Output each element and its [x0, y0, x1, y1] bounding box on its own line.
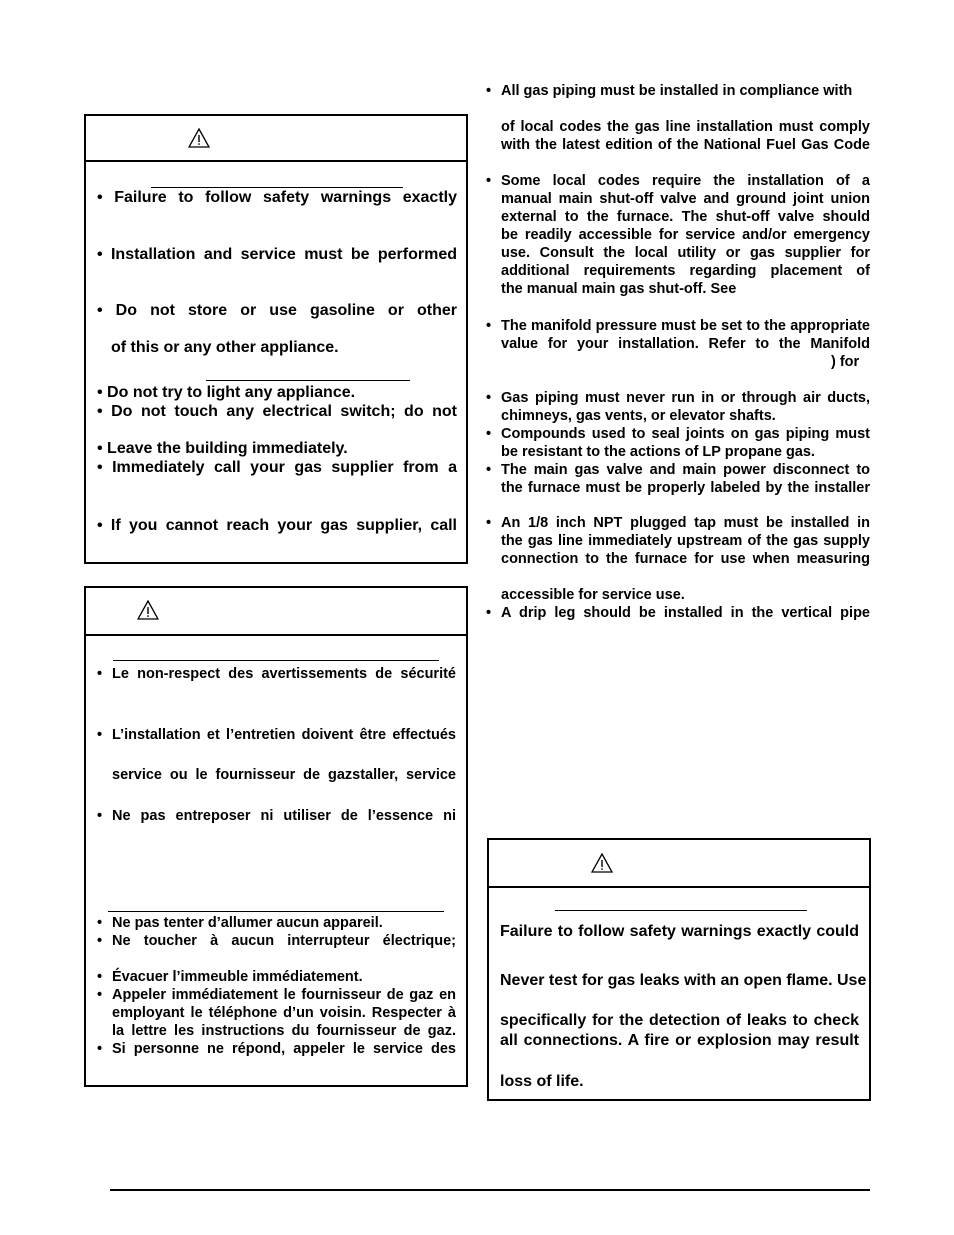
requirement-line: manual main shut-off valve and ground joint union: [501, 191, 870, 207]
requirement-line: All gas piping must be installed in compliance with: [501, 83, 853, 99]
warning-line: • Installation and service must be performed: [97, 246, 457, 263]
requirement-line: accessible for service use.: [501, 587, 685, 603]
warning-line: • Do not touch any electrical switch; do not: [97, 403, 457, 420]
requirement-line: Gas piping must never run in or through air ducts,: [501, 390, 870, 406]
warning-line: Failure to follow safety warnings exactly could: [500, 923, 859, 940]
warning-line: • Leave the building immediately.: [97, 440, 348, 457]
warning-triangle-icon: [591, 853, 613, 873]
requirement-line: The main gas valve and main power disconnect to: [501, 462, 870, 478]
warning-header: [489, 840, 869, 888]
footer-rule: [110, 1189, 870, 1191]
requirement-line: the manual main gas shut-off. See: [501, 281, 737, 297]
requirement-line: ) for: [831, 354, 860, 370]
warning-line: of this or any other appliance.: [111, 339, 339, 356]
bullet: •: [486, 462, 492, 478]
warning-line: Ne pas tenter d’allumer aucun appareil.: [112, 915, 383, 931]
requirement-line: use. Consult the local utility or gas supplier for: [501, 245, 870, 261]
warning-line: • Failure to follow safety warnings exactly: [97, 189, 457, 206]
requirement-line: additional requirements regarding placement of: [501, 263, 870, 279]
bullet: •: [486, 515, 492, 531]
bullet: •: [97, 915, 103, 931]
warning-line: • If you cannot reach your gas supplier, call: [97, 517, 457, 534]
requirement-line: be readily accessible for service and/or emergency: [501, 227, 870, 243]
bullet: •: [97, 969, 103, 985]
bullet: •: [97, 727, 103, 743]
bullet: •: [97, 933, 103, 949]
english-warning-box: [84, 114, 468, 564]
warning-triangle-icon: [188, 128, 210, 148]
bullet: •: [97, 666, 103, 682]
warning-line: Ne toucher à aucun interrupteur électrique;: [112, 933, 456, 949]
warning-line: • Immediately call your gas supplier from a: [97, 459, 457, 476]
heading-rule: [555, 910, 807, 911]
gas-leak-warning-box: [487, 838, 871, 1101]
french-warning-box: [84, 586, 468, 1087]
warning-line: Appeler immédiatement le fournisseur de gaz en: [112, 987, 456, 1003]
bullet: •: [486, 426, 492, 442]
heading-rule: [108, 911, 444, 912]
warning-line: service ou le fournisseur de gazstaller, service: [112, 767, 456, 783]
bullet: •: [486, 390, 492, 406]
warning-line: • Do not try to light any appliance.: [97, 384, 356, 401]
requirement-line: with the latest edition of the National Fuel Gas Code: [501, 137, 870, 153]
warning-header: [86, 588, 466, 636]
requirement-line: of local codes the gas line installation must comply: [501, 119, 870, 135]
requirement-line: Compounds used to seal joints on gas piping must: [501, 426, 870, 442]
requirement-line: An 1/8 inch NPT plugged tap must be installed in: [501, 515, 870, 531]
warning-line: employant le téléphone d’un voisin. Respecter à: [112, 1005, 456, 1021]
requirement-line: A drip leg should be installed in the vertical pipe: [501, 605, 870, 621]
warning-line: Ne pas entreposer ni utiliser de l’essence ni: [112, 808, 456, 824]
requirement-line: chimneys, gas vents, or elevator shafts.: [501, 408, 776, 424]
bullet: •: [97, 808, 103, 824]
heading-rule: [206, 380, 410, 381]
requirement-line: external to the furnace. The shut-off valve should: [501, 209, 870, 225]
warning-line: Si personne ne répond, appeler le service des: [112, 1041, 456, 1057]
requirement-line: be resistant to the actions of LP propane gas.: [501, 444, 815, 460]
requirement-line: value for your installation. Refer to the Manifold: [501, 336, 870, 352]
requirement-line: The manifold pressure must be set to the appropriate: [501, 318, 870, 334]
warning-line: loss of life.: [500, 1073, 584, 1090]
requirement-line: the furnace must be properly labeled by the installer: [501, 480, 870, 496]
warning-line: L’installation et l’entretien doivent être effectués: [112, 727, 456, 743]
warning-triangle-icon: [137, 600, 159, 620]
bullet: •: [486, 173, 492, 189]
bullet: •: [97, 987, 103, 1003]
warning-line: specifically for the detection of leaks to check: [500, 1012, 859, 1029]
warning-line: • Do not store or use gasoline or other: [97, 302, 457, 319]
warning-line: Le non-respect des avertissements de sécurité: [112, 666, 456, 682]
requirement-line: connection to the furnace for use when measuring: [501, 551, 870, 567]
bullet: •: [486, 605, 492, 621]
bullet: •: [486, 318, 492, 334]
warning-line: Évacuer l’immeuble immédiatement.: [112, 969, 363, 985]
warning-line: la lettre les instructions du fournisseur de gaz.: [112, 1023, 456, 1039]
warning-line: all connections. A fire or explosion may result: [500, 1032, 859, 1049]
heading-rule: [113, 660, 439, 661]
bullet: •: [97, 1041, 103, 1057]
warning-header: [86, 116, 466, 162]
warning-line: Never test for gas leaks with an open flame. Use: [500, 972, 867, 989]
requirement-line: the gas line immediately upstream of the gas supply: [501, 533, 870, 549]
requirement-line: Some local codes require the installation of a: [501, 173, 870, 189]
bullet: •: [486, 83, 492, 99]
